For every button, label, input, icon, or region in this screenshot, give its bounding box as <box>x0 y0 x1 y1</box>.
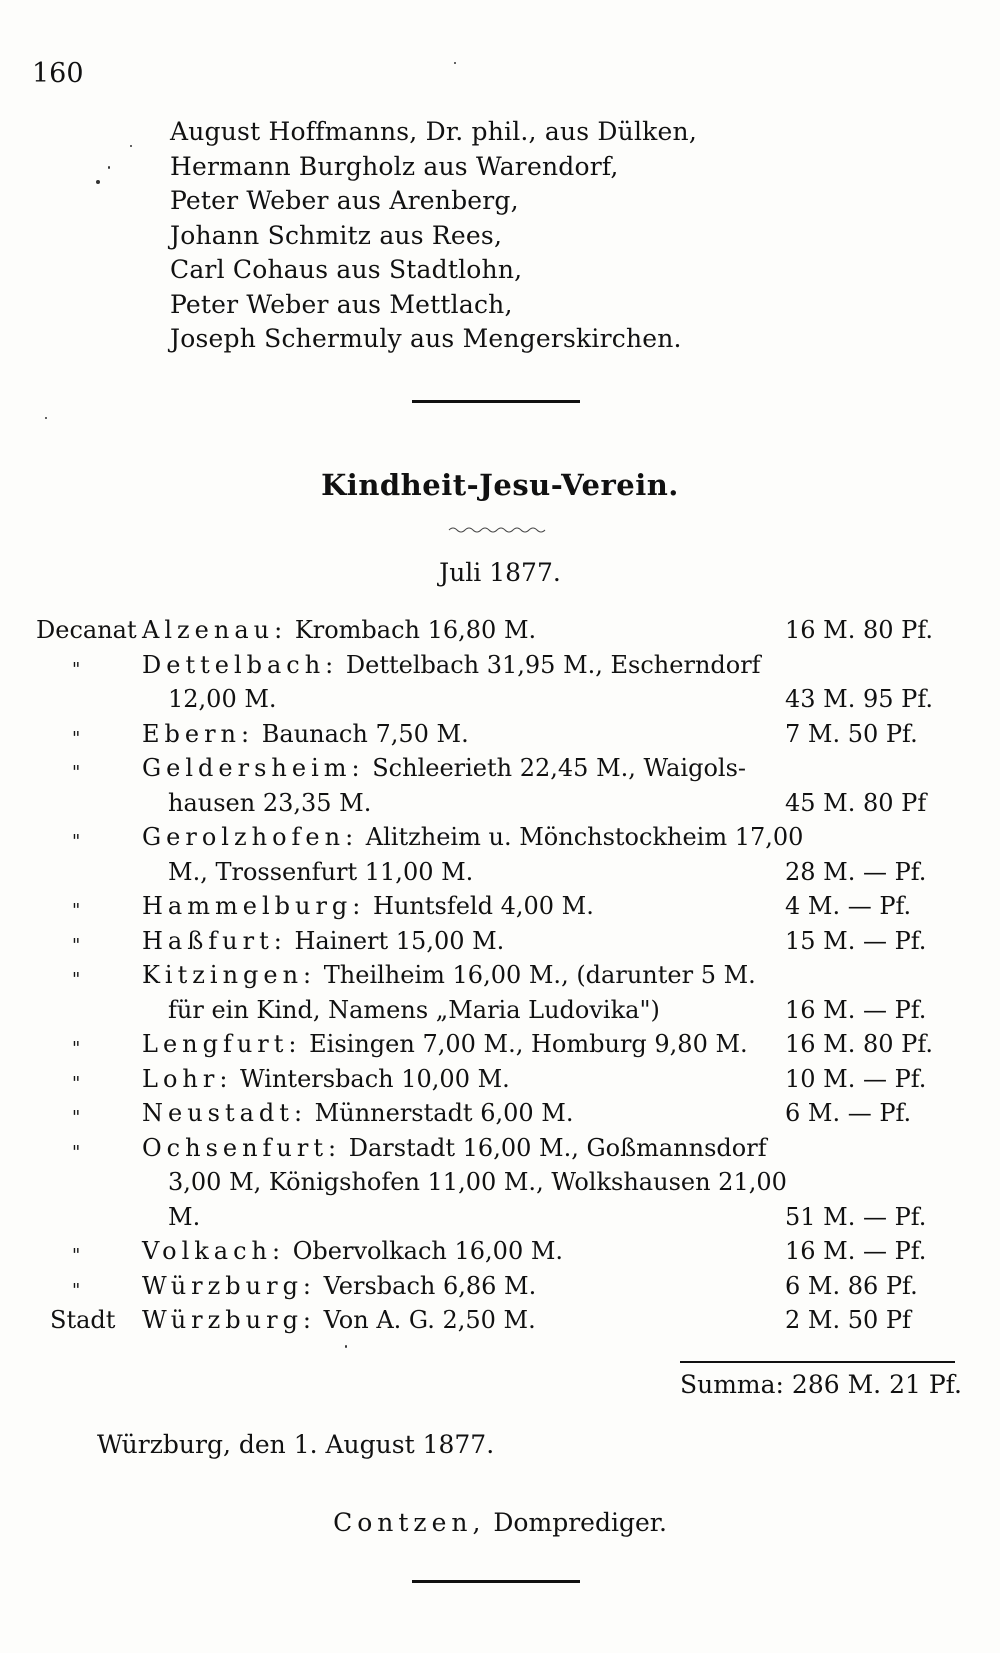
section-title: Kindheit-Jesu-Verein. <box>321 468 679 502</box>
deanery-name: Volkach: <box>142 1237 286 1265</box>
print-speck <box>45 417 47 419</box>
ditto-mark: " <box>72 1038 81 1059</box>
donation-entry <box>0 1269 1000 1304</box>
entry-amount: 16 M. 80 Pf. <box>785 1030 933 1058</box>
entry-detail: hausen 23,35 M. <box>168 788 372 817</box>
entry-amount: 28 M. — Pf. <box>785 857 927 886</box>
page-number: 160 <box>32 58 84 89</box>
entry-detail: M. <box>168 1202 201 1231</box>
entry-amount: 2 M. 50 Pf <box>785 1306 911 1334</box>
donation-entry <box>0 820 1000 889</box>
donation-entry <box>0 889 1000 924</box>
signature-title: Domprediger. <box>493 1508 667 1537</box>
ditto-mark: " <box>72 1107 81 1128</box>
print-speck <box>96 180 100 184</box>
entry-detail: Huntsfeld 4,00 M. <box>373 892 594 920</box>
deanery-name: Würzburg: <box>142 1271 317 1300</box>
name-line: Peter Weber aus Arenberg, <box>170 186 519 215</box>
entry-detail: Darstadt 16,00 M., Goßmannsdorf <box>348 1133 767 1162</box>
entry-detail: Baunach 7,50 M. <box>261 719 469 748</box>
entry-detail: Krombach 16,80 M. <box>294 616 537 644</box>
ditto-mark: " <box>72 658 81 680</box>
donation-entry <box>0 1131 1000 1235</box>
donation-entry <box>0 717 1000 752</box>
entry-amount: 10 M. — Pf. <box>785 1064 927 1093</box>
ditto-mark: " <box>72 831 81 852</box>
entry-detail: für ein Kind, Namens „Maria Ludovika") <box>168 995 660 1024</box>
print-speck <box>108 166 110 169</box>
entry-amount: 45 M. 80 Pf <box>785 788 927 817</box>
entry-detail: Schleerieth 22,45 M., Waigols- <box>372 754 747 782</box>
donation-entry <box>0 1303 1000 1338</box>
entry-detail: 12,00 M. <box>168 685 277 713</box>
entry-amount: 16 M. — Pf. <box>785 995 927 1024</box>
donation-entry <box>0 924 1000 959</box>
total-sum: Summa: 286 M. 21 Pf. <box>680 1370 962 1399</box>
entry-detail: Obervolkach 16,00 M. <box>292 1237 564 1265</box>
name-line: August Hoffmanns, Dr. phil., aus Dülken, <box>170 117 697 146</box>
ditto-mark: " <box>72 900 81 921</box>
entry-prefix: Stadt <box>50 1306 116 1334</box>
deanery-name: Geldersheim: <box>142 754 365 782</box>
entry-amount: 16 M. — Pf. <box>785 1237 927 1265</box>
month-heading: Juli 1877. <box>439 558 561 587</box>
entry-detail: Münnerstadt 6,00 M. <box>314 1099 574 1127</box>
entry-amount: 16 M. 80 Pf. <box>785 616 933 644</box>
ditto-mark: " <box>72 1072 81 1094</box>
entry-amount: 6 M. — Pf. <box>785 1099 912 1127</box>
deanery-name: Würzburg: <box>142 1306 317 1334</box>
entry-detail: 3,00 M, Königshofen 11,00 M., Wolkshausen 21,00 <box>168 1168 787 1196</box>
donation-list <box>0 613 1000 1338</box>
entry-detail: Theilheim 16,00 M., (darunter 5 M. <box>323 961 756 989</box>
deanery-name: Neustadt: <box>142 1099 308 1127</box>
ditto-mark: " <box>72 934 81 956</box>
donation-entry <box>0 1027 1000 1062</box>
name-line: Peter Weber aus Mettlach, <box>170 289 513 319</box>
donation-entry <box>0 751 1000 820</box>
donation-entry <box>0 1096 1000 1131</box>
signature-name: Contzen, <box>333 1508 486 1537</box>
deanery-name: Ebern: <box>142 719 255 748</box>
deanery-name: Lohr: <box>142 1064 233 1093</box>
names-list <box>170 115 697 357</box>
donation-entry <box>0 958 1000 1027</box>
entry-amount: 4 M. — Pf. <box>785 892 912 920</box>
ditto-mark: " <box>72 762 81 783</box>
entry-detail: M., Trossenfurt 11,00 M. <box>168 857 474 886</box>
deanery-name: Alzenau: <box>142 616 288 644</box>
entry-amount: 15 M. — Pf. <box>785 926 927 955</box>
deanery-name: Ochsenfurt: <box>142 1133 342 1162</box>
name-line: Carl Cohaus aus Stadtlohn, <box>170 255 523 284</box>
sum-rule <box>680 1361 955 1363</box>
entry-detail: Versbach 6,86 M. <box>323 1271 537 1300</box>
deanery-name: Gerolzhofen: <box>142 823 359 851</box>
wave-ornament <box>447 524 547 534</box>
deanery-name: Hammelburg: <box>142 892 366 920</box>
entry-detail: Wintersbach 10,00 M. <box>240 1064 510 1093</box>
entry-detail: Hainert 15,00 M. <box>294 926 505 955</box>
deanery-name: Haßfurt: <box>142 926 287 955</box>
ditto-mark: " <box>72 969 81 990</box>
divider-rule <box>412 400 580 403</box>
name-line: Hermann Burgholz aus Warendorf, <box>170 151 619 181</box>
entry-detail: Alitzheim u. Mönchstockheim 17,00 <box>365 823 804 851</box>
ditto-mark: " <box>72 727 81 749</box>
entry-amount: 7 M. 50 Pf. <box>785 719 918 748</box>
divider-rule <box>412 1580 580 1583</box>
donation-entry <box>0 1062 1000 1097</box>
ditto-mark: " <box>72 1279 81 1301</box>
entry-detail: Dettelbach 31,95 M., Escherndorf <box>345 650 761 679</box>
donation-entry <box>0 613 1000 648</box>
ditto-mark: " <box>72 1141 81 1163</box>
place-date-line: Würzburg, den 1. August 1877. <box>97 1430 495 1459</box>
deanery-name: Lengfurt: <box>142 1030 302 1058</box>
entry-amount: 43 M. 95 Pf. <box>785 685 933 713</box>
entry-amount: 6 M. 86 Pf. <box>785 1271 918 1300</box>
print-speck <box>454 62 456 64</box>
ditto-mark: " <box>72 1245 81 1266</box>
signature-line <box>0 1508 1000 1537</box>
print-speck <box>345 1345 347 1348</box>
entry-detail: Von A. G. 2,50 M. <box>323 1306 536 1334</box>
name-line: Joseph Schermuly aus Mengerskirchen. <box>170 324 682 353</box>
name-line: Johann Schmitz aus Rees, <box>170 220 503 250</box>
print-speck <box>130 145 132 147</box>
entry-amount: 51 M. — Pf. <box>785 1202 927 1231</box>
deanery-name: Dettelbach: <box>142 650 339 679</box>
entry-detail: Eisingen 7,00 M., Homburg 9,80 M. <box>309 1030 748 1058</box>
entry-prefix: Decanat <box>36 616 137 644</box>
donation-entry <box>0 1234 1000 1269</box>
deanery-name: Kitzingen: <box>142 961 317 989</box>
donation-entry <box>0 648 1000 717</box>
